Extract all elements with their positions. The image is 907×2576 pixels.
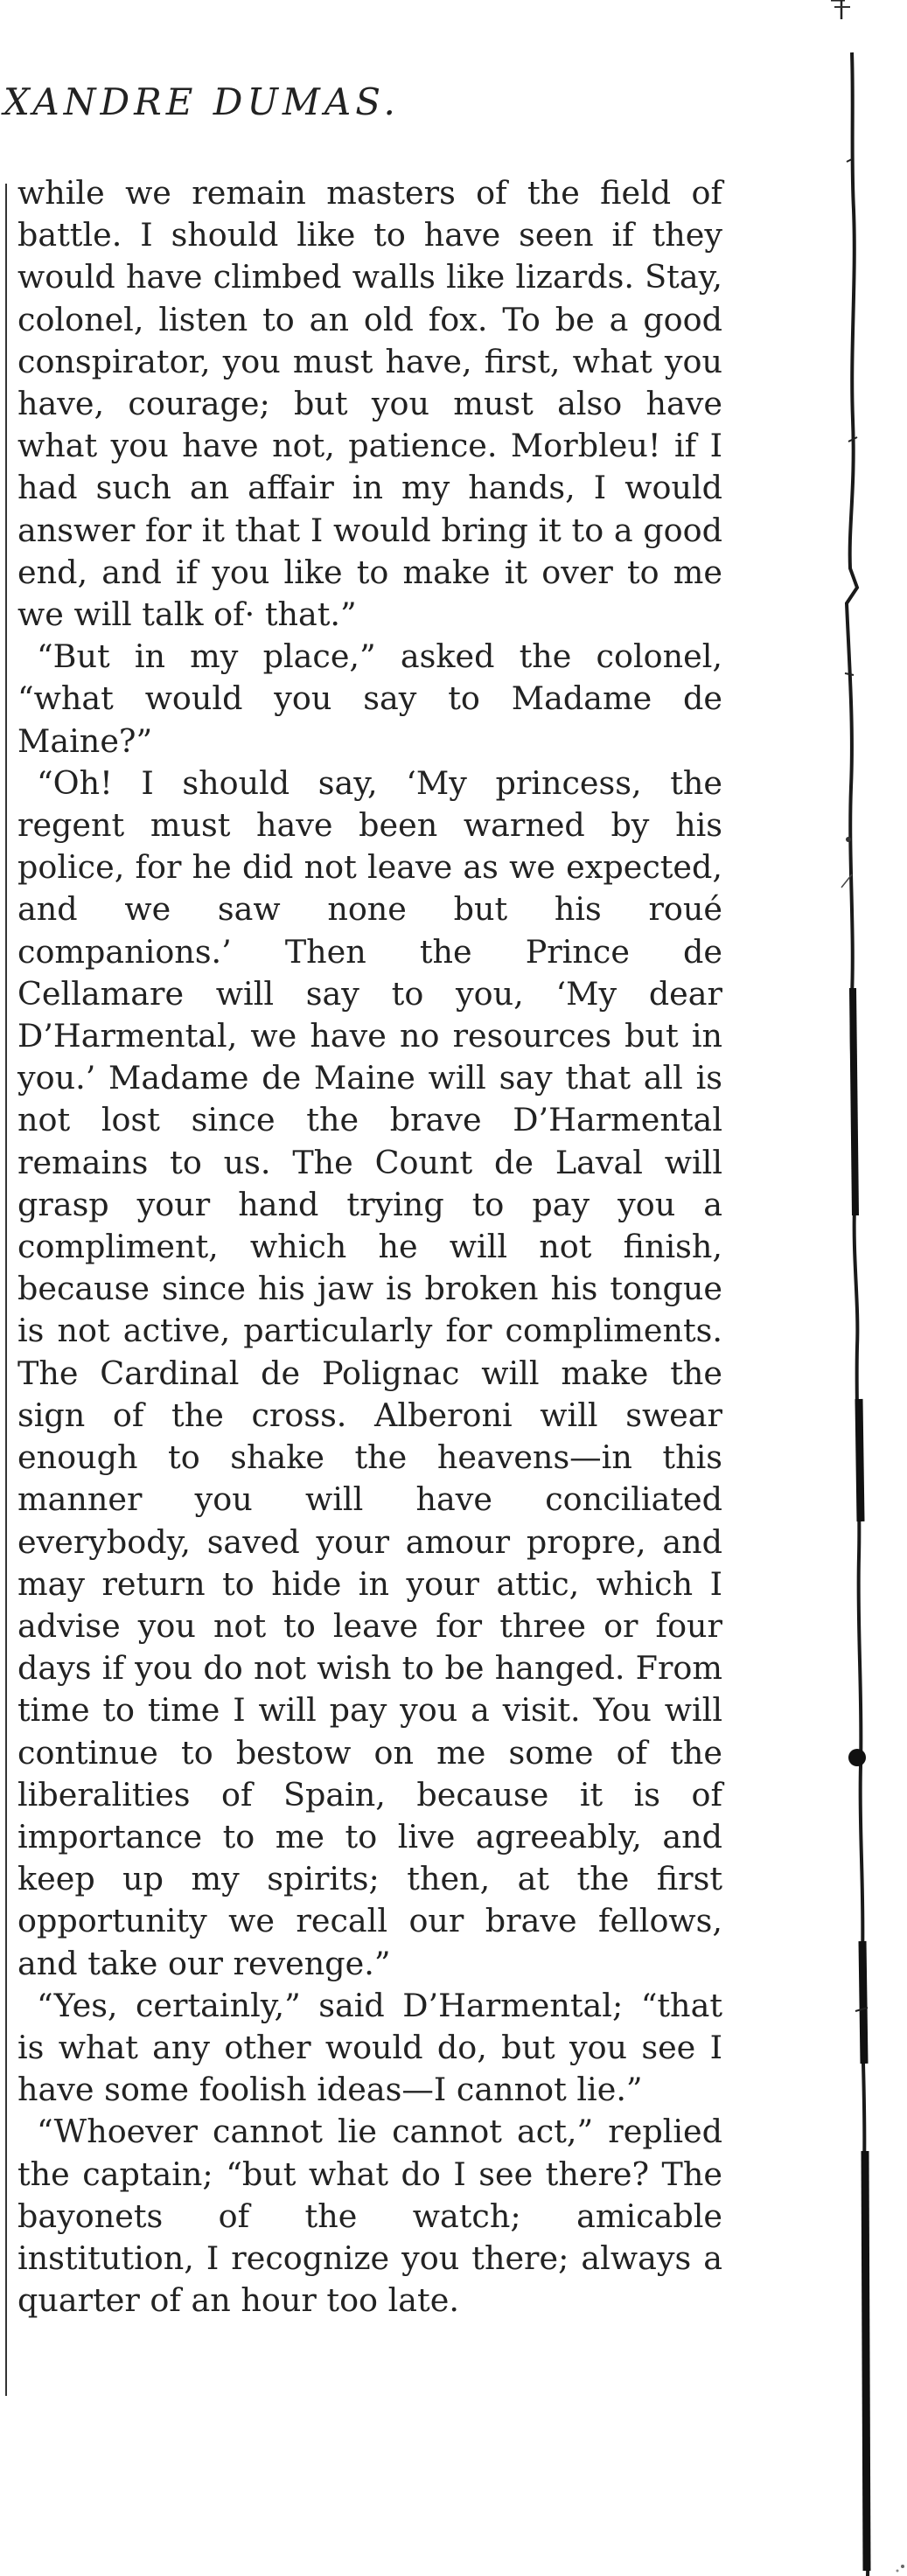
paragraph-3: “Oh! I should say, ‘My princess, the regent must have been warned by his police, for he did not leave as we expected, and we saw none but his roué companions.’ Then the Prince de Cellamare will say to you, ‘My dear D’Harmental, we have no resources but in you.’ Madame de Maine will say that all is not lost since the brave D’Harmental remains to us. The Count de Laval will grasp your hand trying to pay you a compliment, which he will not finish, because since his jaw is broken his tongue is not active, particularly for compliments. The Cardinal de Polignac will make the sign of the cross. Alberoni will swear enough to shake the heavens—in this manner you will have conciliated everybody, saved your amour propre, and may return to hide in your attic, which I advise you not to leave for three or four days if you do not wish to be hanged. From time to time I will pay you a visit. You will continue to bestow on me some of the liberalities of Spain, because it is of importance to me to live agreeably, and keep up my spirits; then, at the first opportunity we recall our brave fellows, and take our revenge.” — [17, 763, 722, 1982]
left-margin-rule — [5, 184, 7, 2396]
paragraph-1: while we remain masters of the field of battle. I should like to have seen if they would have climbed walls like lizards. Stay, colonel, listen to an old fox. To be a good conspirator, you must have, first, what you have, courage; but you must also have what you have not, patience. Morbleu! if I had such an affair in my hands, I would answer for it that I would bring it to a good end, and if you like to make it over to me we will talk of· that.” — [17, 174, 722, 634]
running-head: XANDRE DUMAS. — [3, 80, 400, 123]
paragraph-4: “Yes, certainly,” said D’Harmental; “that is what any other would do, but you see I have some foolish ideas—I cannot lie.” — [17, 1986, 722, 2109]
page-binding-edge — [787, 0, 907, 2576]
text-column — [17, 172, 722, 2322]
paragraph-5: “Whoever cannot lie cannot act,” replied the captain; “but what do I see there? The bayonets of the watch; amicable institution, I recognize you there; always a quarter of an hour too late. — [17, 2113, 722, 2320]
paragraph-2: “But in my place,” asked the colonel, “what would you say to Madame de Maine?” — [17, 637, 722, 760]
